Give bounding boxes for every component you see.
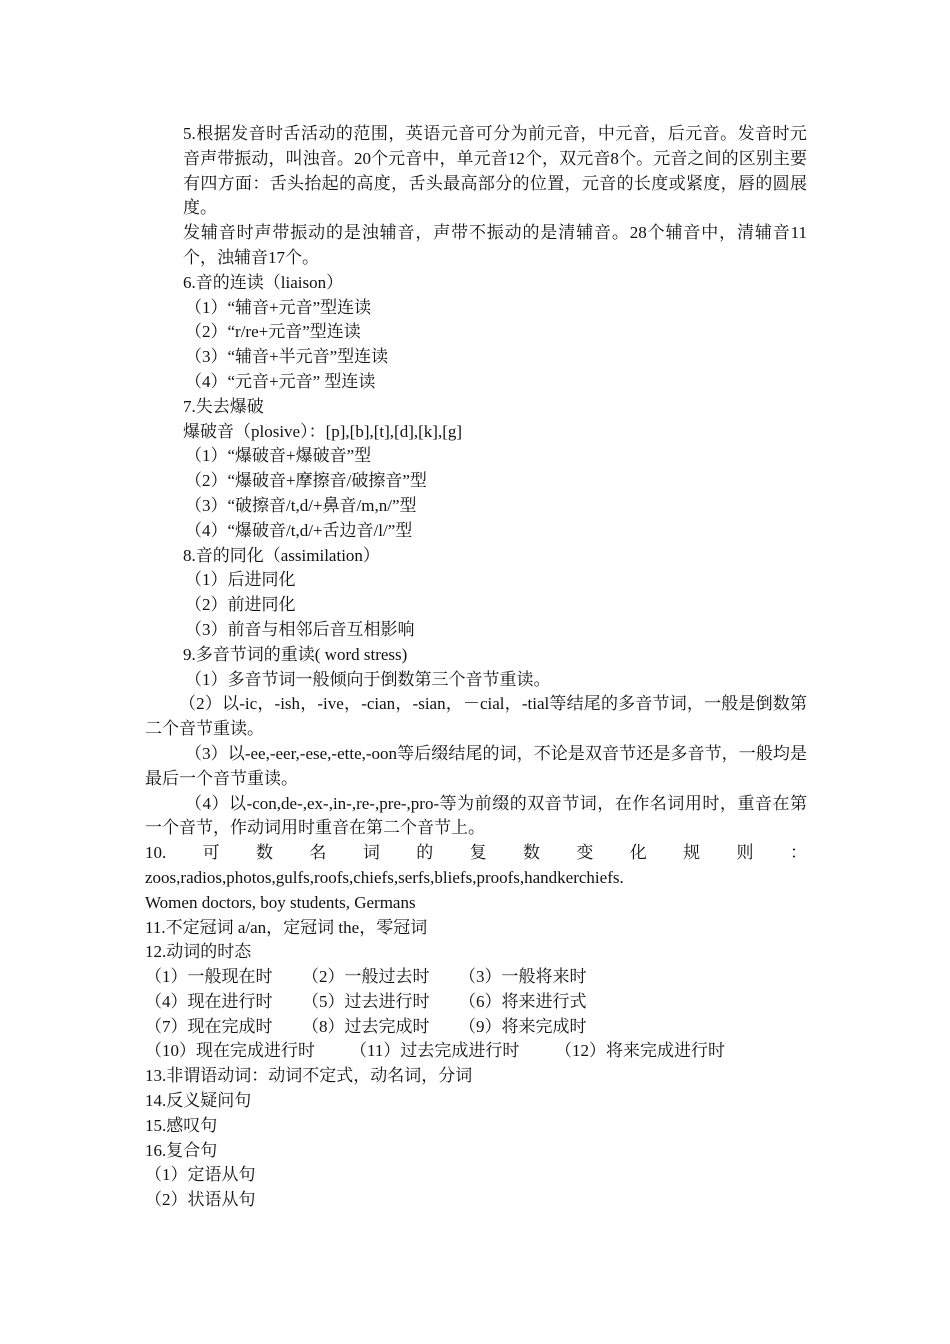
list-item: （4）“元音+元音” 型连读: [185, 371, 376, 391]
tense-row: （1）一般现在时 （2）一般过去时 （3）一般将来时: [145, 967, 587, 987]
section-title-assimilation: 8.音的同化（assimilation）: [183, 545, 380, 565]
plural-examples: Women doctors, boy students, Germans: [145, 892, 416, 912]
list-item: （4）“爆破音/t,d/+舌边音/l/”型: [185, 520, 413, 540]
list-item: （3）“辅音+半元音”型连读: [185, 347, 389, 367]
tense-row: （4）现在进行时 （5）过去进行时 （6）将来进行式: [145, 991, 587, 1011]
list-item: （4）以-con,de-,ex-,in-,re-,pre-,pro-等为前缀的双音节词，在作名词用时，重音在第一个音节，作动词用时重音在第二个音节上。: [145, 793, 807, 838]
section-title-word-stress: 9.多音节词的重读( word stress): [183, 644, 408, 664]
tense-row: （7）现在完成时 （8）过去完成时 （9）将来完成时: [145, 1016, 587, 1036]
section-title-complex-sentences: 16.复合句: [145, 1140, 218, 1160]
list-item: （3）前音与相邻后音互相影响: [185, 619, 415, 639]
plosive-definition: 爆破音（plosive）：[p],[b],[t],[d],[k],[g]: [183, 421, 463, 441]
section-title-plosion-loss: 7.失去爆破: [183, 396, 264, 416]
list-item: （2）“r/re+元音”型连读: [185, 322, 361, 342]
list-item: （2）“爆破音+摩擦音/破擦音”型: [185, 471, 427, 491]
section-title-exclamations: 15.感叹句: [145, 1115, 218, 1135]
vowel-paragraph: 5.根据发音时舌活动的范围，英语元音可分为前元音，中元音，后元音。发音时元音声带振动，叫浊音。20个元音中，单元音12个，双元音8个。元音之间的区别主要有四方面：舌头抬起的高度，舌头最高部分的位置，元音的长度或紧度，唇的圆展度。: [183, 124, 807, 218]
section-title-tenses: 12.动词的时态: [145, 942, 252, 962]
section-title-plural-rules: 10. 可 数 名 词 的 复 数 变 化 规 则 ：: [145, 843, 807, 863]
list-item: （1）“爆破音+爆破音”型: [185, 446, 372, 466]
list-item: （1）多音节词一般倾向于倒数第三个音节重读。: [185, 669, 551, 689]
list-item: （2）前进同化: [185, 595, 296, 615]
list-item: （3）以-ee,-eer,-ese,-ette,-oon等后缀结尾的词，不论是双音节还是多音节，一般均是最后一个音节重读。: [145, 743, 807, 788]
list-item: （1）后进同化: [185, 570, 296, 590]
section-title-nonfinite-verbs: 13.非谓语动词：动词不定式，动名词，分词: [145, 1066, 473, 1086]
section-title-articles: 11.不定冠词 a/an，定冠词 the，零冠词: [145, 917, 428, 937]
tense-row: （10）现在完成进行时 （11）过去完成进行时 （12）将来完成进行时: [145, 1041, 725, 1061]
plural-examples: zoos,radios,photos,gulfs,roofs,chiefs,serfs,bliefs,proofs,handkerchiefs.: [145, 867, 624, 887]
consonant-paragraph: 发辅音时声带振动的是浊辅音，声带不振动的是清辅音。28个辅音中，清辅音11个，浊辅音17个。: [183, 223, 807, 267]
list-item: （2）状语从句: [145, 1190, 256, 1210]
section-title-tag-questions: 14.反义疑问句: [145, 1091, 252, 1111]
section-title-liaison: 6.音的连读（liaison）: [183, 272, 344, 292]
document-page: [145, 122, 807, 1213]
list-item: （2）以-ic，-ish，-ive，-cian，-sian，－cial，-tial等结尾的多音节词，一般是倒数第二个音节重读。: [145, 694, 807, 739]
list-item: （1）“辅音+元音”型连读: [185, 297, 372, 317]
list-item: （3）“破擦音/t,d/+鼻音/m,n/”型: [185, 495, 417, 515]
list-item: （1）定语从句: [145, 1165, 256, 1185]
